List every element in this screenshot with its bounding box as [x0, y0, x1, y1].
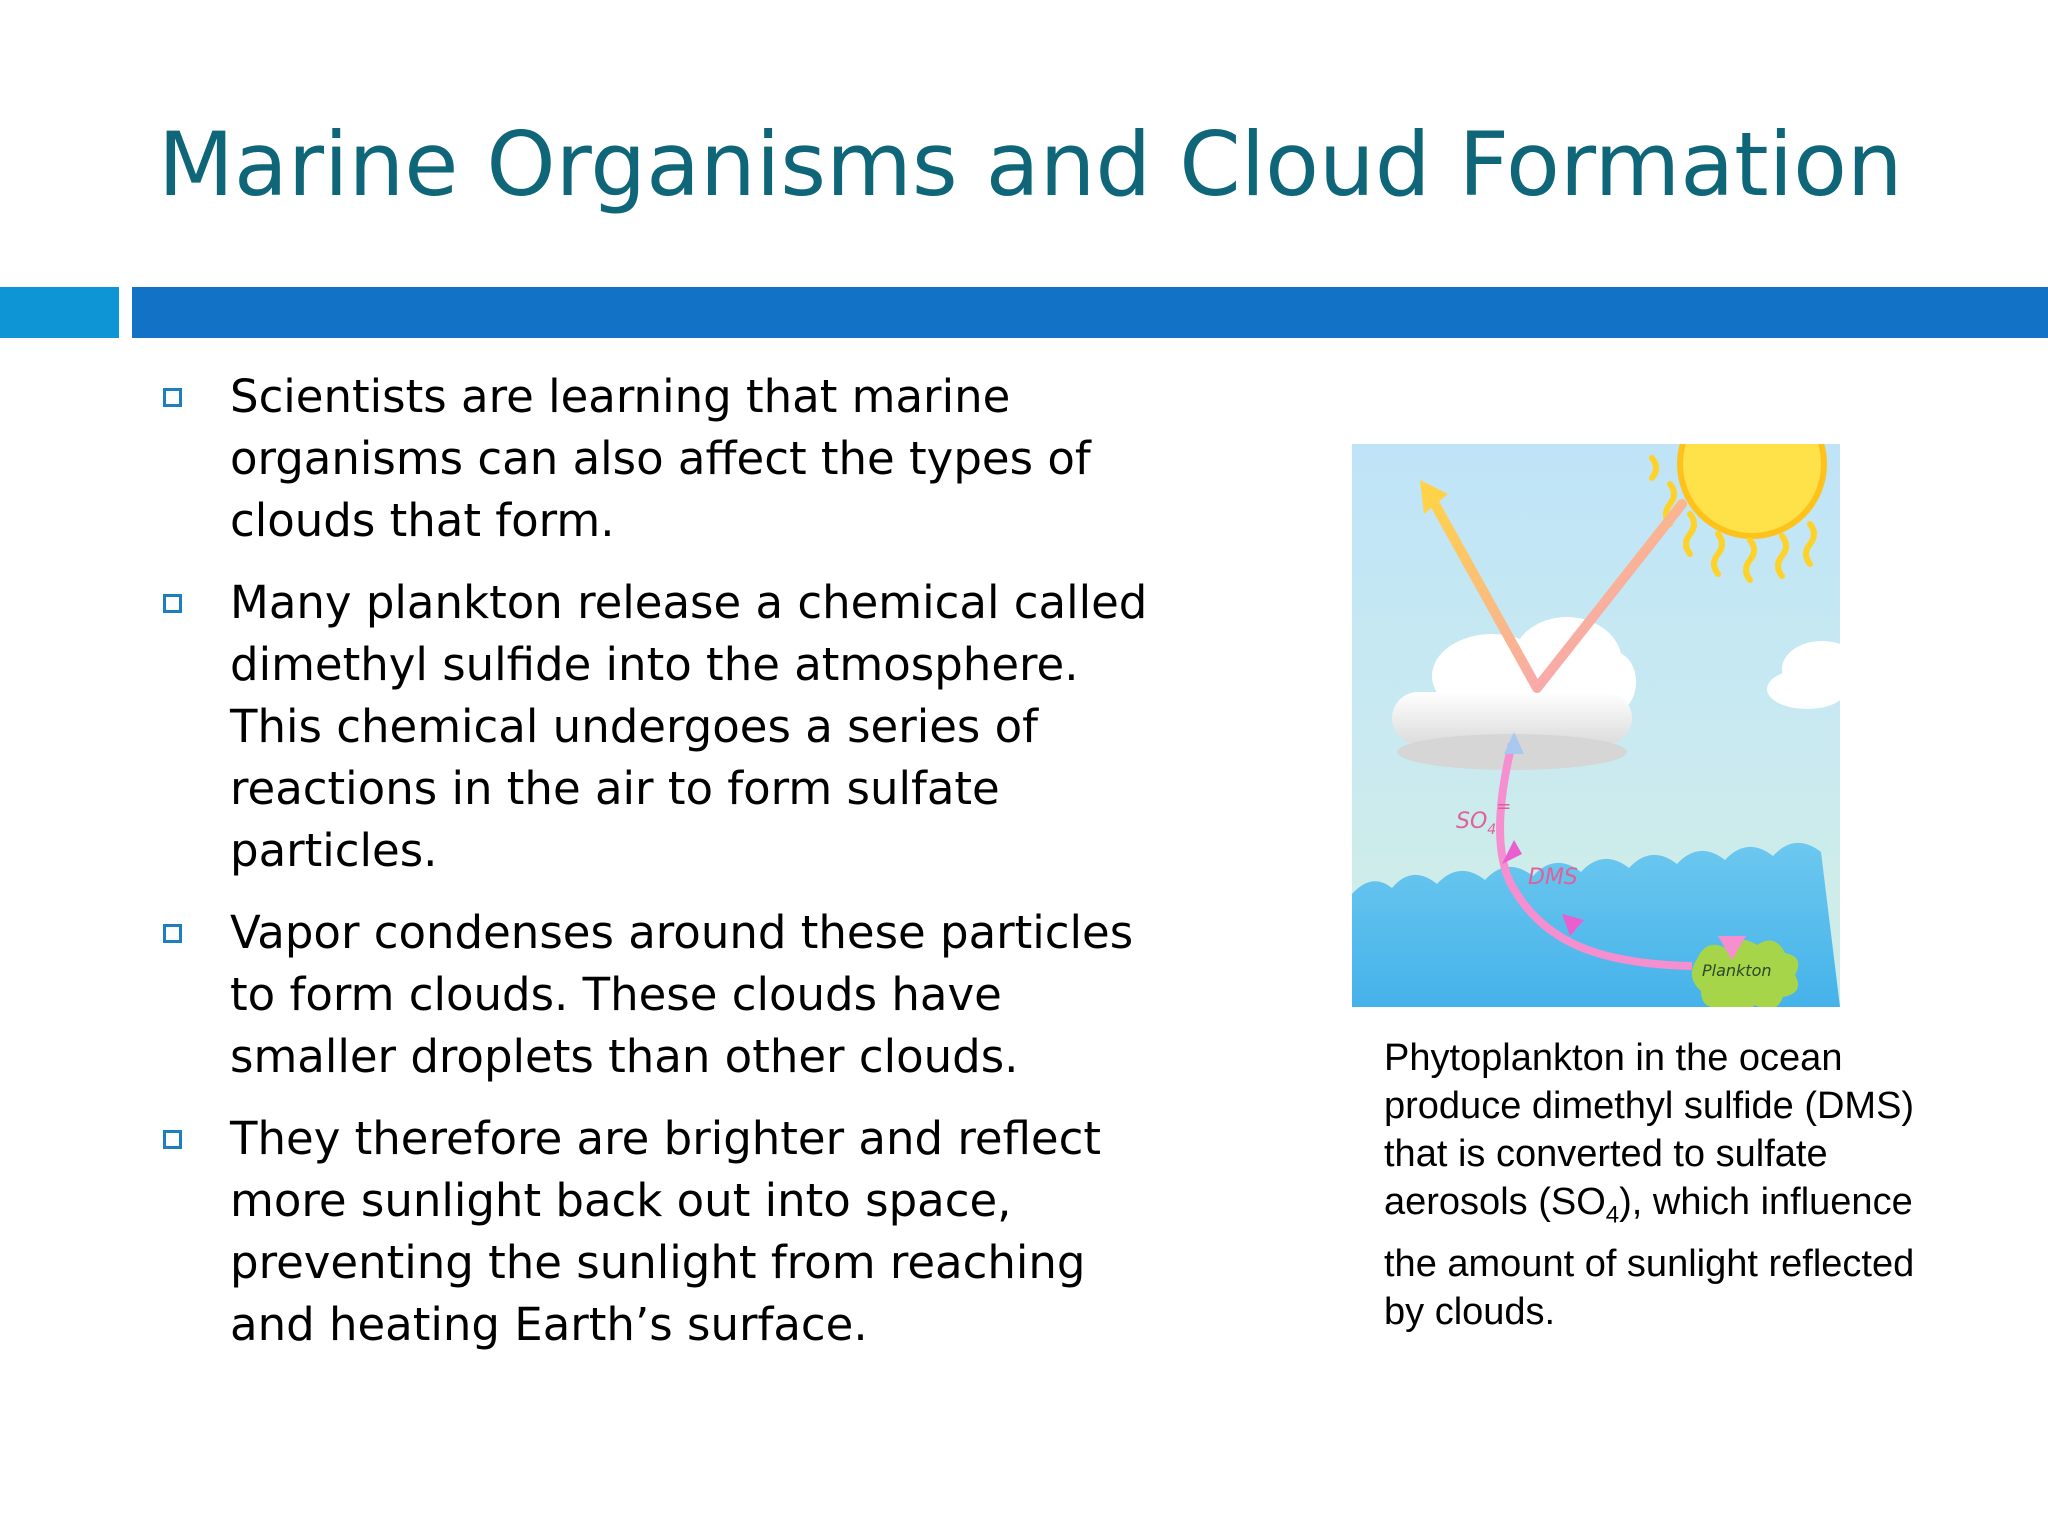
label-dms: DMS	[1528, 865, 1578, 890]
label-plankton: Plankton	[1702, 961, 1772, 980]
bullet-list	[160, 366, 1160, 1376]
bullet-text: Vapor condenses around these particles to form clouds. These clouds have smaller droplets than other clouds.	[230, 906, 1134, 1083]
bullet-item	[160, 902, 1160, 1088]
accent-bar-left	[0, 287, 119, 338]
caption-text-part2: ), which influence the amount of sunlight reflected by clouds.	[1384, 1181, 1915, 1333]
bullet-item	[160, 1108, 1160, 1356]
label-so4: $SO_4^=$	[1456, 796, 1512, 838]
square-bullet-icon	[163, 924, 182, 943]
figure-caption	[1384, 1034, 1944, 1336]
square-bullet-icon	[163, 594, 182, 613]
plankton-cloud-diagram	[1352, 444, 1840, 1007]
bullet-text: Scientists are learning that marine organisms can also affect the types of clouds that form.	[230, 370, 1091, 547]
accent-bar-right	[132, 287, 2048, 338]
bullet-item	[160, 572, 1160, 882]
caption-subscript: 4	[1605, 1201, 1620, 1229]
bullet-item	[160, 366, 1160, 552]
slide-title: Marine Organisms and Cloud Formation	[158, 113, 1903, 216]
square-bullet-icon	[163, 1130, 182, 1149]
caption-text-part1: Phytoplankton in the ocean produce dimethyl sulfide (DMS) that is converted to sulfate aerosols (SO	[1384, 1037, 1915, 1223]
bullet-text: They therefore are brighter and reflect more sunlight back out into space, preventing the sunlight from reaching and heating Earth’s surface.	[230, 1112, 1101, 1351]
bullet-text: Many plankton release a chemical called dimethyl sulfide into the atmosphere. This chemical undergoes a series of reactions in the air to form sulfate particles.	[230, 576, 1148, 877]
square-bullet-icon	[163, 388, 182, 407]
